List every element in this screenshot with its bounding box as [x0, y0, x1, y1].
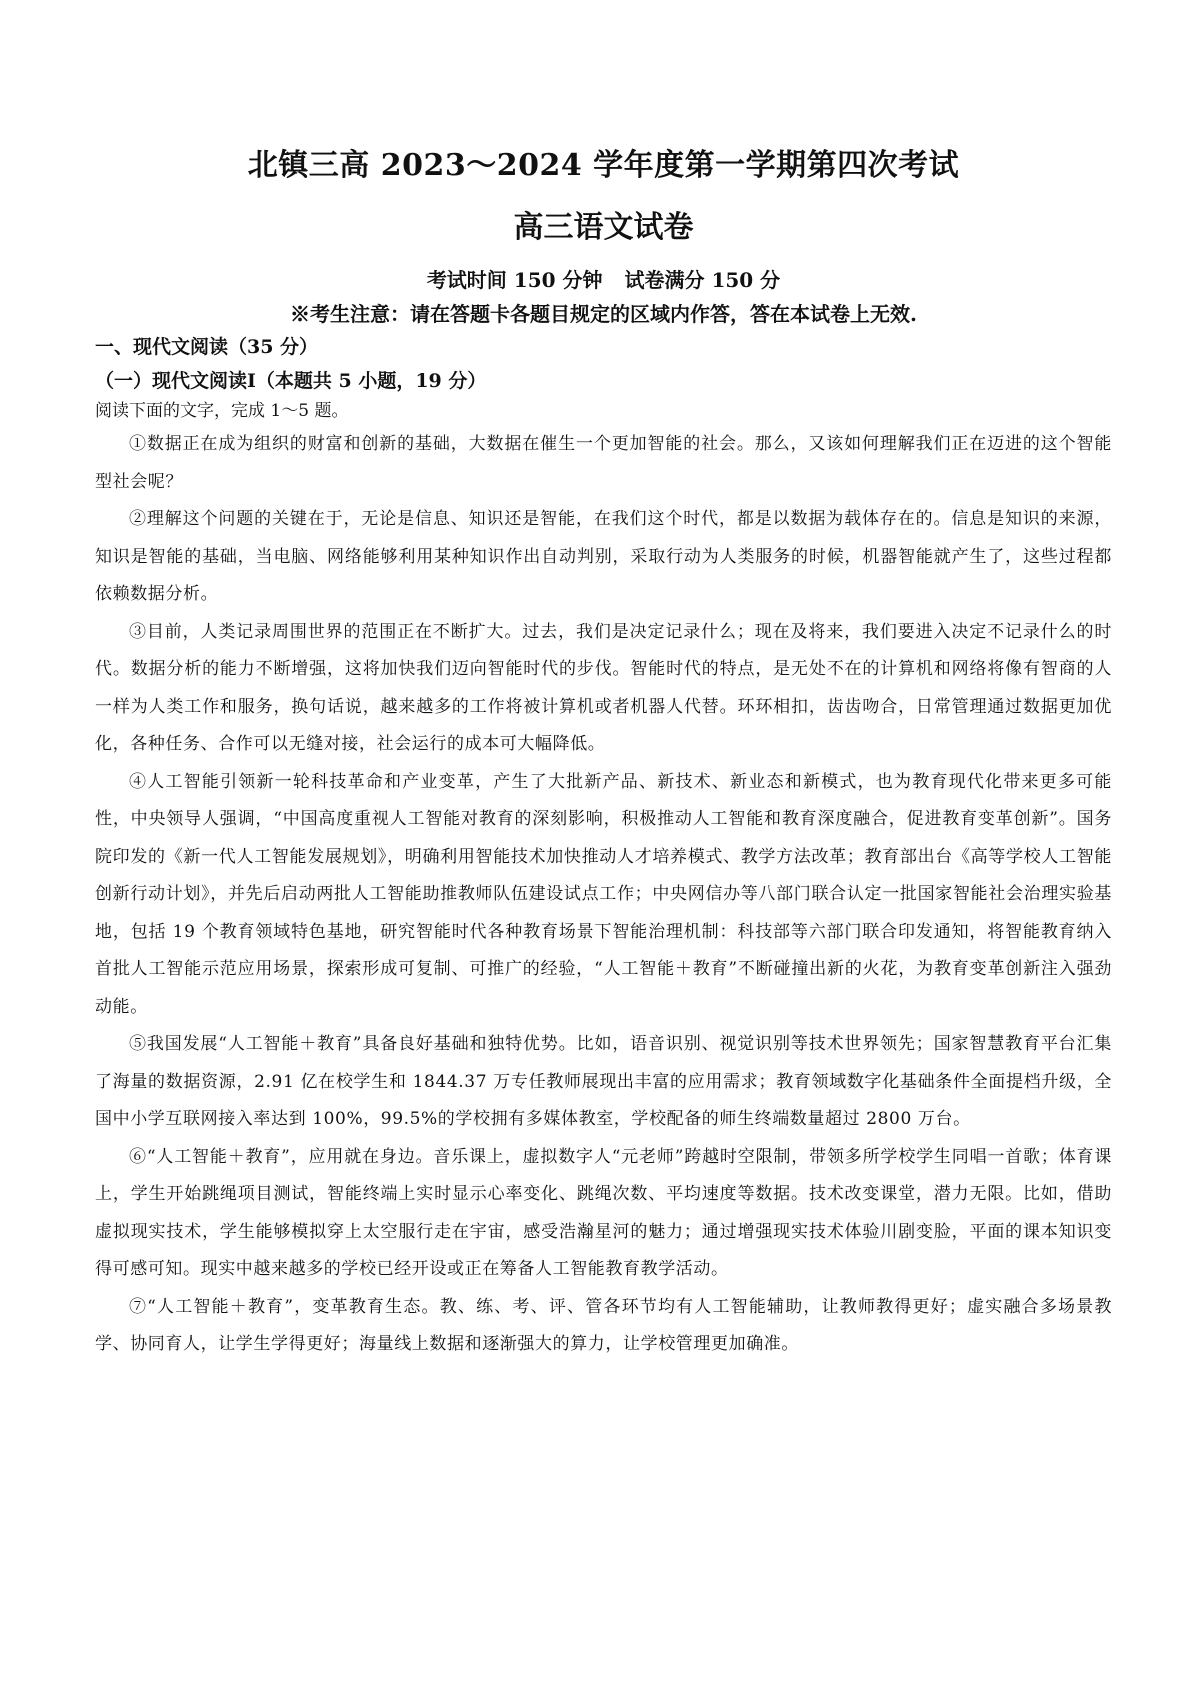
reading-passage: [95, 426, 1112, 1364]
exam-time: 考试时间 150 分钟: [426, 268, 603, 292]
passage-paragraph-6: ⑥“人工智能＋教育”，应用就在身边。音乐课上，虚拟数字人“元老师”跨越时空限制，带领多所学校学生同唱一首歌；体育课上，学生开始跳绳项目测试，智能终端上实时显示心率变化、跳绳次数、平均速度等数据。技术改变课堂，潜力无限。比如，借助虚拟现实技术，学生能够模拟穿上太空服行走在宇宙，感受浩瀚星河的魅力；通过增强现实技术体验川剧变脸，平面的课本知识变得可感可知。现实中越来越多的学校已经开设或正在筹备人工智能教育教学活动。: [95, 1146, 1112, 1279]
passage-paragraph-7: ⑦“人工智能＋教育”，变革教育生态。教、练、考、评、管各环节均有人工智能辅助，让教师教得更好；虚实融合多场景教学、协同育人，让学生学得更好；海量线上数据和逐渐强大的算力，让学校管理更加确准。: [95, 1296, 1112, 1354]
section-heading: 一、现代文阅读（35 分）: [95, 336, 319, 358]
passage-paragraph-1: ①数据正在成为组织的财富和创新的基础，大数据在催生一个更加智能的社会。那么，又该如何理解我们正在迈进的这个智能型社会呢？: [95, 434, 1112, 492]
passage-paragraph-3: ③目前，人类记录周围世界的范围正在不断扩大。过去，我们是决定记录什么；现在及将来，我们要进入决定不记录什么的时代。数据分析的能力不断增强，这将加快我们迈向智能时代的步伐。智能时代的特点，是无处不在的计算机和网络将像有智商的人一样为人类工作和服务，换句话说，越来越多的工作将被计算机或者机器人代替。环环相扣，齿齿吻合，日常管理通过数据更加优化，各种任务、合作可以无缝对接，社会运行的成本可大幅降低。: [95, 621, 1112, 754]
passage-paragraph-5: ⑤我国发展“人工智能＋教育”具备良好基础和独特优势。比如，语音识别、视觉识别等技术世界领先；国家智慧教育平台汇集了海量的数据资源，2.91 亿在校学生和 1844.37 万专任教师展现出丰富的应用需求；教育领域数字化基础条件全面提档升级，全国中小学互联网接入率达到 100%，99.5%的学校拥有多媒体教室，学校配备的师生终端数量超过 2800 万台。: [95, 1034, 1112, 1129]
full-score: 试卷满分 150 分: [624, 268, 781, 292]
reading-instruction: 阅读下面的文字，完成 1～5 题。: [95, 401, 349, 421]
subsection-heading: （一）现代文阅读Ⅰ（本题共 5 小题，19 分）: [95, 370, 487, 392]
exam-meta: [95, 266, 1112, 294]
exam-title: 北镇三高 2023～2024 学年度第一学期第四次考试: [247, 148, 960, 183]
passage-paragraph-4: ④人工智能引领新一轮科技革命和产业变革，产生了大批新产品、新技术、新业态和新模式，也为教育现代化带来更多可能性，中央领导人强调，“中国高度重视人工智能对教育的深刻影响，积极推动人工智能和教育深度融合，促进教育变革创新”。国务院印发的《新一代人工智能发展规划》，明确利用智能技术加快推动人才培养模式、教学方法改革；教育部出台《高等学校人工智能创新行动计划》，并先后启动两批人工智能助推教师队伍建设试点工作；中央网信办等八部门联合认定一批国家智能社会治理实验基地，包括 19 个教育领域特色基地，研究智能时代各种教育场景下智能治理机制：科技部等六部门联合印发通知，将智能教育纳入首批人工智能示范应用场景，探索形成可复制、可推广的经验，“人工智能＋教育”不断碰撞出新的火花，为教育变革创新注入强劲动能。: [95, 771, 1112, 1017]
passage-paragraph-2: ②理解这个问题的关键在于，无论是信息、知识还是智能，在我们这个时代，都是以数据为载体存在的。信息是知识的来源，知识是智能的基础，当电脑、网络能够利用某种知识作出自动判别，采取行动为人类服务的时候，机器智能就产生了，这些过程都依赖数据分析。: [95, 509, 1112, 604]
exam-notice: ※考生注意：请在答题卡各题目规定的区域内作答，答在本试卷上无效.: [290, 302, 917, 326]
exam-subtitle: 高三语文试卷: [513, 210, 694, 245]
